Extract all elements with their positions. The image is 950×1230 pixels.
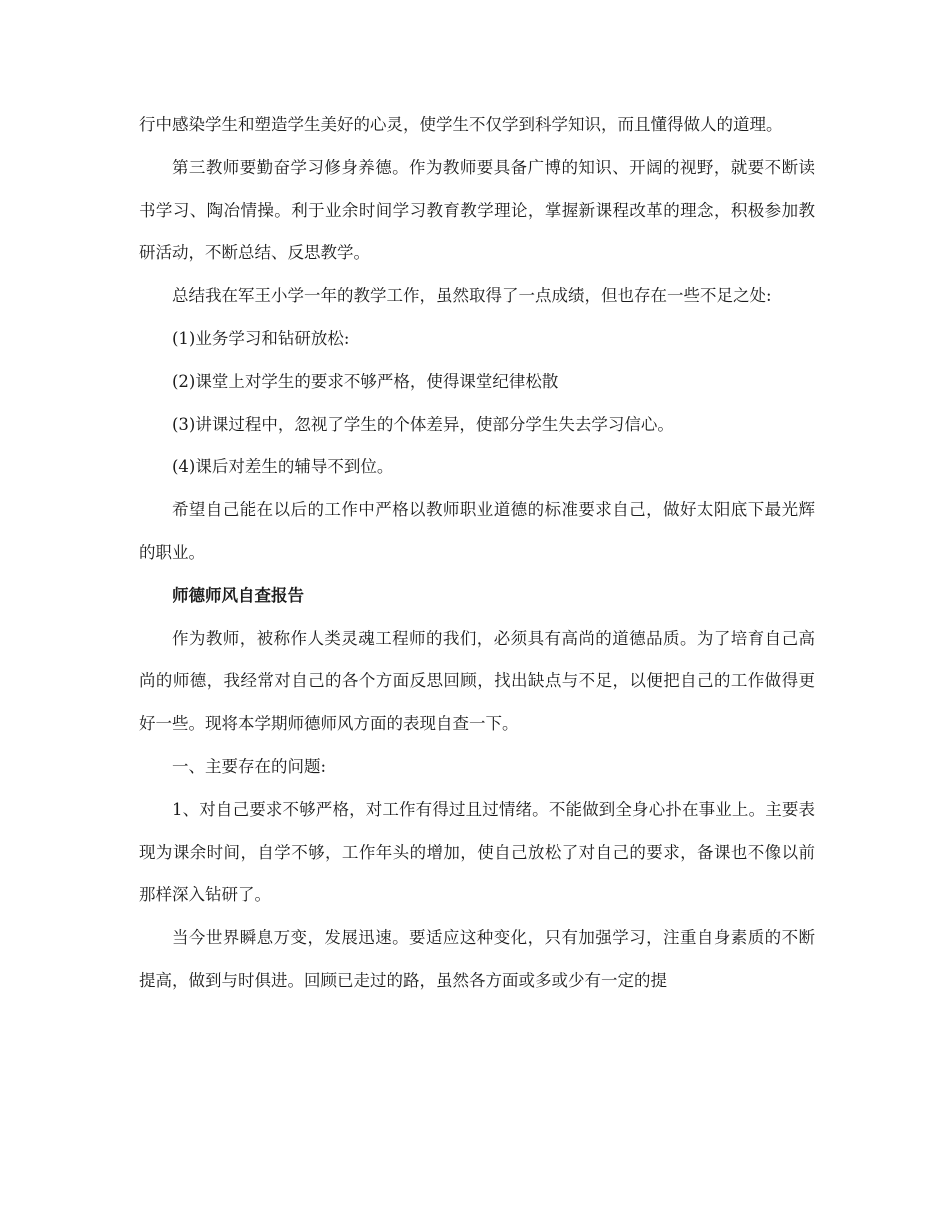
paragraph-problem-1: 1、对自己要求不够严格，对工作有得过且过情绪。不能做到全身心扑在事业上。主要表现为课余时间，自学不够，工作年头的增加，使自己放松了对自己的要求，备课也不像以前那样深入钻研了。 bbox=[139, 799, 815, 905]
paragraph-intro: 作为教师，被称作人类灵魂工程师的我们，必须具有高尚的道德品质。为了培育自己高尚的师德，我经常对自己的各个方面反思回顾，找出缺点与不足，以便把自己的工作做得更好一些。现将本学期师德师风方面的表现自查一下。 bbox=[139, 628, 815, 734]
list-item-1: (1)业务学习和钻研放松: bbox=[172, 328, 350, 348]
paragraph-summary: 总结我在军王小学一年的教学工作，虽然取得了一点成绩，但也存在一些不足之处: bbox=[172, 286, 772, 306]
list-item-2: (2)课堂上对学生的要求不够严格，使得课堂纪律松散 bbox=[172, 371, 559, 391]
section-heading: 师德师风自查报告 bbox=[172, 585, 304, 605]
list-item-4: (4)课后对差生的辅导不到位。 bbox=[172, 457, 394, 477]
paragraph-hope: 希望自己能在以后的工作中严格以教师职业道德的标准要求自己，做好太阳底下最光辉的职业。 bbox=[139, 500, 815, 562]
list-item-3: (3)讲课过程中，忽视了学生的个体差异，使部分学生失去学习信心。 bbox=[172, 414, 674, 434]
document-body bbox=[139, 104, 815, 1003]
paragraph-world-change: 当今世界瞬息万变，发展迅速。要适应这种变化，只有加强学习，注重自身素质的不断提高，做到与时俱进。回顾已走过的路，虽然各方面或多或少有一定的提 bbox=[139, 928, 815, 990]
paragraph-continuation: 行中感染学生和塑造学生美好的心灵，使学生不仅学到科学知识，而且懂得做人的道理。 bbox=[139, 115, 783, 134]
subheading-problems: 一、主要存在的问题: bbox=[172, 756, 327, 776]
paragraph-third-point: 第三教师要勤奋学习修身养德。作为教师要具备广博的知识、开阔的视野，就要不断读书学习、陶冶情操。利于业余时间学习教育教学理论，掌握新课程改革的理念，积极参加教研活动，不断总结、反思教学。 bbox=[139, 157, 815, 263]
